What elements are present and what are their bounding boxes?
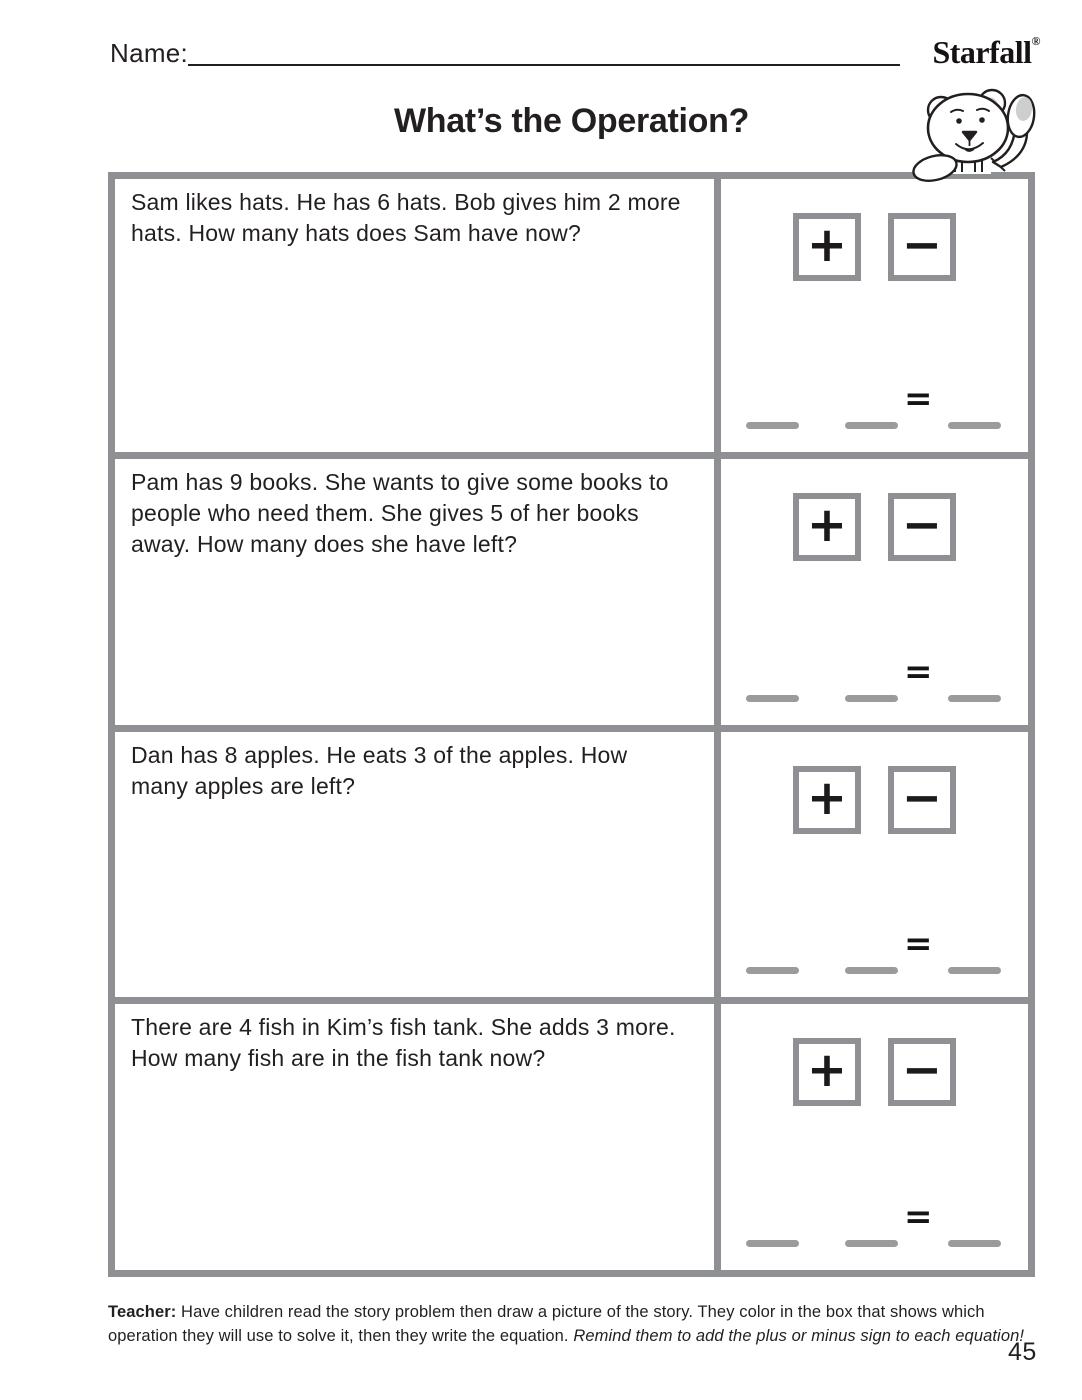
equation-blank-2[interactable] <box>845 967 898 974</box>
brand-text: Starfall <box>932 34 1032 70</box>
plus-option-box[interactable] <box>793 213 861 281</box>
equation-area <box>721 651 1028 725</box>
equation-blank-1[interactable] <box>746 422 799 429</box>
equation-area <box>721 1197 1028 1270</box>
problem-row-1 <box>115 179 1028 452</box>
equals-sign: = <box>904 924 933 965</box>
problem-text: Sam likes hats. He has 6 hats. Bob gives him 2 more hats. How many hats does Sam have now? <box>131 189 681 246</box>
equation-area <box>721 924 1028 997</box>
problem-text: There are 4 fish in Kim’s fish tank. She adds 3 more. How many fish are in the fish tank now? <box>131 1014 676 1072</box>
name-label: Name: <box>110 38 189 68</box>
teacher-label: Teacher: <box>108 1303 177 1321</box>
plus-sign: + <box>806 1042 848 1099</box>
equation-blank-3[interactable] <box>948 422 1001 429</box>
operation-choices <box>721 213 1028 281</box>
answer-cell <box>721 179 1028 452</box>
problems-table <box>108 172 1035 1277</box>
problem-row-2 <box>115 452 1028 725</box>
equation-blank-3[interactable] <box>948 695 1001 702</box>
plus-sign: + <box>806 496 848 553</box>
equation-blank-3[interactable] <box>948 967 1001 974</box>
teacher-note <box>108 1300 1042 1348</box>
equation-blank-2[interactable] <box>845 695 898 702</box>
answer-cell <box>721 732 1028 998</box>
equation-blank-1[interactable] <box>746 967 799 974</box>
equals-sign: = <box>904 1197 933 1237</box>
name-input-line[interactable] <box>188 64 900 66</box>
teacher-instructions-italic: Remind them to add the plus or minus sign to each equation! <box>573 1327 1025 1345</box>
minus-sign: − <box>901 1042 943 1099</box>
equation-blank-1[interactable] <box>746 1240 799 1247</box>
plus-option-box[interactable] <box>793 766 861 834</box>
problem-row-3 <box>115 725 1028 998</box>
problem-text-cell <box>115 459 721 725</box>
equation-blank-2[interactable] <box>845 1240 898 1247</box>
plus-sign: + <box>806 769 848 826</box>
problem-text-cell <box>115 1004 721 1270</box>
problem-text: Dan has 8 apples. He eats 3 of the apples. How many apples are left? <box>131 741 628 799</box>
equation-blank-1[interactable] <box>746 695 799 702</box>
registered-mark-icon: ® <box>1031 34 1040 48</box>
teacher-instructions: Have children read the story problem then draw a picture of the story. They color in the box that shows which operation they will use to solve it, then they write the equation. <box>108 1303 985 1345</box>
problem-row-4 <box>115 997 1028 1270</box>
equation-blank-3[interactable] <box>948 1240 1001 1247</box>
equals-sign: = <box>904 378 933 419</box>
minus-sign: − <box>901 217 943 273</box>
plus-option-box[interactable] <box>793 1038 861 1106</box>
plus-option-box[interactable] <box>793 493 861 561</box>
problem-text-cell <box>115 732 721 998</box>
equals-sign: = <box>904 651 933 692</box>
equation-area <box>721 378 1028 452</box>
minus-option-box[interactable] <box>888 213 956 281</box>
minus-option-box[interactable] <box>888 766 956 834</box>
page-number: 45 <box>1008 1338 1037 1366</box>
operation-choices <box>721 766 1028 834</box>
problem-text-cell <box>115 179 721 452</box>
starfall-logo <box>932 34 1040 71</box>
plus-sign: + <box>806 217 848 273</box>
minus-sign: − <box>901 496 943 553</box>
operation-choices <box>721 1038 1028 1106</box>
minus-option-box[interactable] <box>888 493 956 561</box>
problem-text: Pam has 9 books. She wants to give some books to people who need them. She gives 5 of her books away. How many does she have left? <box>131 468 669 557</box>
answer-cell <box>721 1004 1028 1270</box>
equation-blank-2[interactable] <box>845 422 898 429</box>
minus-sign: − <box>901 769 943 826</box>
operation-choices <box>721 493 1028 561</box>
answer-cell <box>721 459 1028 725</box>
minus-option-box[interactable] <box>888 1038 956 1106</box>
page-title: What’s the Operation? <box>393 102 750 140</box>
